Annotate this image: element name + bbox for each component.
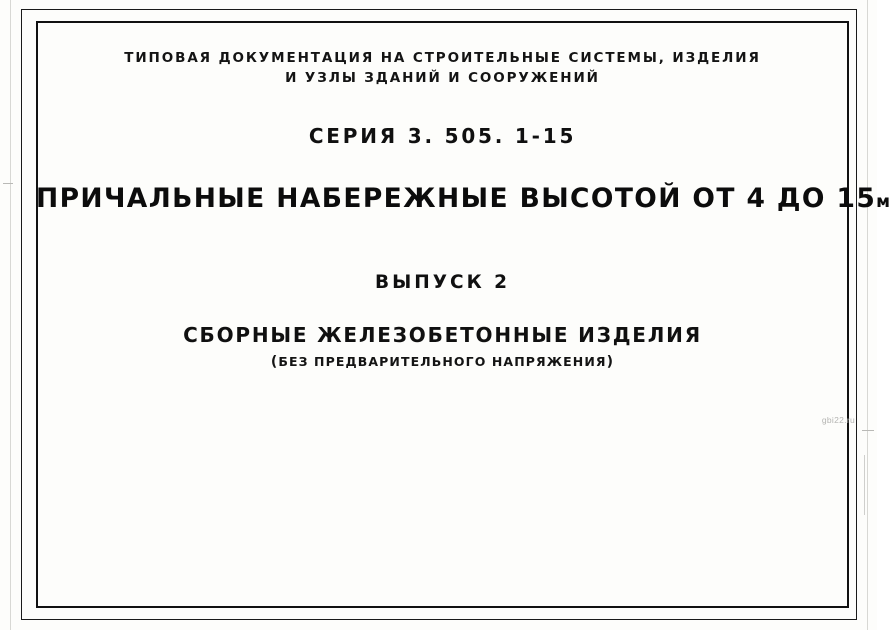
section-note-open-paren: ( — [270, 354, 279, 371]
section-title: СБОРНЫЕ ЖЕЛЕЗОБЕТОННЫЕ ИЗДЕЛИЯ — [183, 323, 702, 348]
section-note-close-paren: ) — [606, 354, 615, 371]
document-header — [36, 49, 849, 88]
page-title-unit: м — [876, 192, 891, 213]
header-line-1: ТИПОВАЯ ДОКУМЕНТАЦИЯ НА СТРОИТЕЛЬНЫЕ СИСТЕМЫ, ИЗДЕЛИЯ — [124, 50, 761, 66]
section-note — [36, 354, 849, 370]
watermark: gbi22.ru — [821, 415, 855, 425]
scan-edge-right — [867, 0, 868, 630]
scan-mark-right — [862, 430, 874, 431]
section-note-text: БЕЗ ПРЕДВАРИТЕЛЬНОГО НАПРЯЖЕНИЯ — [278, 354, 607, 370]
page-title — [36, 183, 891, 215]
scan-edge-left — [10, 0, 11, 630]
page-title-text: ПРИЧАЛЬНЫЕ НАБЕРЕЖНЫЕ ВЫСОТОЙ ОТ 4 ДО 15 — [36, 183, 877, 215]
series-number: СЕРИЯ 3. 505. 1-15 — [308, 124, 577, 149]
scan-mark-left — [3, 183, 13, 184]
header-line-2: И УЗЛЫ ЗДАНИЙ И СООРУЖЕНИЙ — [285, 69, 600, 86]
title-block-content — [36, 21, 891, 608]
scan-mark-right-vertical — [864, 455, 865, 515]
issue-number: ВЫПУСК 2 — [374, 272, 511, 294]
